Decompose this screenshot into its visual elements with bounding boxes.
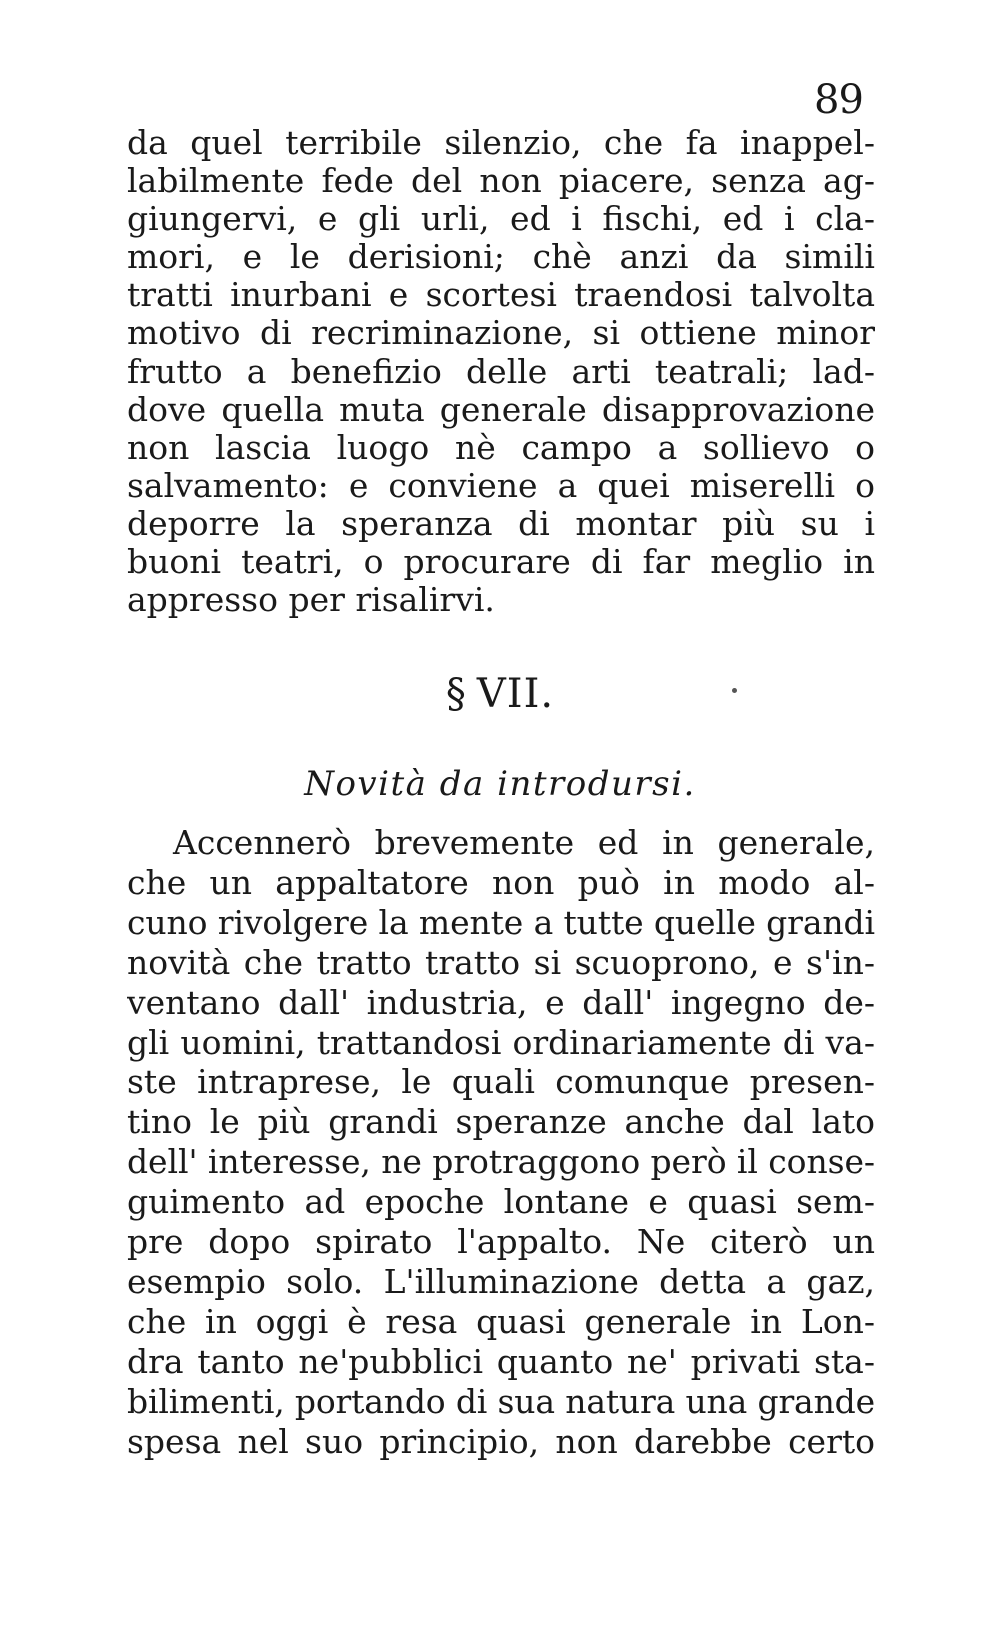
ink-speck [732, 688, 737, 693]
text-line: guimento ad epoche lontane e quasi sem- [127, 1182, 875, 1222]
text-line: mori, e le derisioni; chè anzi da simili [127, 238, 875, 277]
text-line: deporre la speranza di montar più su i [127, 504, 875, 543]
section-subtitle: Novità da introdursi. [304, 764, 696, 804]
paragraph-continued [127, 124, 875, 619]
text-line: ste intraprese, le quali comunque presen- [127, 1062, 875, 1102]
text-line: tratti inurbani e scortesi traendosi talvolta [127, 276, 875, 315]
text-line: dell' interesse, ne protraggono però il conse- [127, 1142, 875, 1182]
text-line: dove quella muta generale disapprovazione [127, 390, 875, 429]
text-line: non lascia luogo nè campo a sollievo o [127, 428, 875, 467]
section-numeral: VII. [476, 671, 555, 717]
text-line: labilmente fede del non piacere, senza ag- [127, 162, 875, 201]
text-line: motivo di recriminazione, si ottiene minor [127, 314, 875, 353]
page-number: 89 [814, 77, 863, 123]
text-line: bilimenti, portando di sua natura una grande [127, 1381, 875, 1421]
text-line: novità che tratto tratto si scuoprono, e s'in- [127, 942, 875, 982]
text-line: frutto a benefizio delle arti teatrali; lad- [127, 352, 875, 391]
text-line: pre dopo spirato l'appalto. Ne citerò un [127, 1222, 875, 1262]
paragraph-section [127, 823, 875, 1462]
text-line: da quel terribile silenzio, che fa inappel- [127, 124, 875, 162]
text-line: ventano dall' industria, e dall' ingegno de- [127, 982, 875, 1022]
text-line: dra tanto ne'pubblici quanto ne' privati sta- [127, 1341, 875, 1381]
text-line: che in oggi è resa quasi generale in Lon- [127, 1301, 875, 1341]
section-heading [0, 672, 1000, 716]
text-line: giungervi, e gli urli, ed i fischi, ed i cla- [127, 200, 875, 239]
text-line: tino le più grandi speranze anche dal lato [127, 1102, 875, 1142]
text-line: cuno rivolgere la mente a tutte quelle grandi [127, 902, 875, 942]
text-line: buoni teatri, o procurare di far meglio in [127, 543, 875, 582]
text-line: gli uomini, trattandosi ordinariamente di va- [127, 1022, 875, 1062]
text-line: salvamento: e conviene a quei miserelli o [127, 466, 875, 505]
text-line: spesa nel suo principio, non darebbe certo [127, 1421, 875, 1461]
text-line: Accennerò brevemente ed in generale, [173, 823, 875, 862]
text-line: appresso per risalirvi. [127, 581, 495, 620]
section-symbol: § [445, 671, 467, 717]
text-line: esempio solo. L'illuminazione detta a gaz, [127, 1261, 875, 1301]
text-line: che un appaltatore non può in modo al- [127, 862, 875, 902]
